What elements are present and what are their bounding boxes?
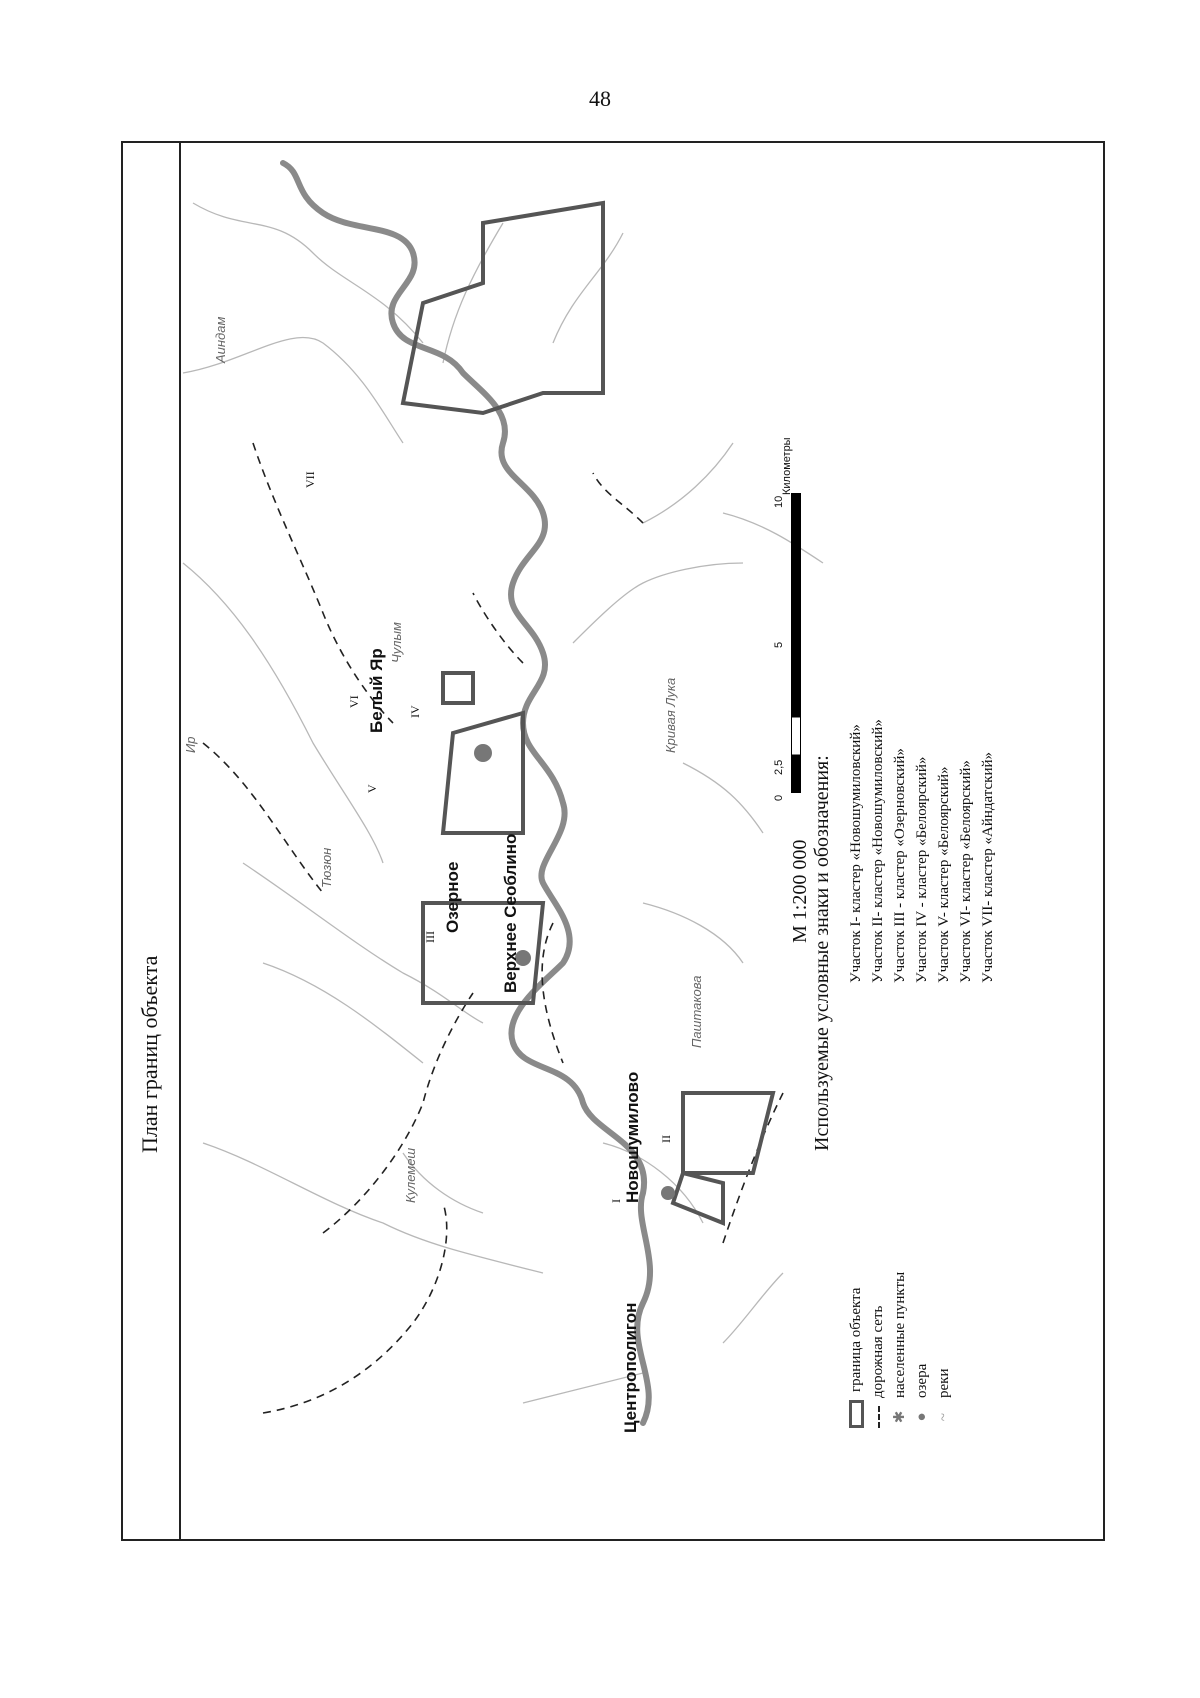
scale-unit: Километры <box>781 437 793 495</box>
boundary-icon <box>849 1400 864 1428</box>
cluster-item: Участок V- кластер «Белоярский» <box>936 766 952 983</box>
legend-heading: Используемые условные знаки и обозначения: <box>811 755 833 1151</box>
river-label-pashtakova: Паштакова <box>689 975 704 1048</box>
plot-i-boundary <box>673 1173 723 1223</box>
cluster-item: Участок VI- кластер «Белоярский» <box>958 760 974 983</box>
settlement-label-centropoligon: Центрополигон <box>621 1302 640 1433</box>
cluster-item: Участок IV - кластер «Белоярский» <box>914 756 930 983</box>
lake-icon: ● <box>914 1412 930 1422</box>
plot-label-iv: IV <box>408 705 422 718</box>
settlement-icon: ✱ <box>892 1410 908 1424</box>
plot-label-v: V <box>365 784 379 793</box>
legend-item-boundary: граница объекта <box>845 1272 867 1428</box>
river-icon: ~ <box>936 1412 952 1422</box>
roads <box>203 443 783 1413</box>
plot-ii-boundary <box>683 1093 773 1173</box>
legend-item-road: дорожная сеть <box>867 1272 889 1428</box>
settlement-label-belyi-yar: Белый Яр <box>367 648 386 733</box>
plot-label-i: I <box>609 1199 623 1203</box>
plot-boundaries <box>403 203 773 1223</box>
plot-label-vi: VI <box>347 695 361 708</box>
plot-label-vii: VII <box>303 471 317 488</box>
river-label-krivaya-luka: Кривая Лука <box>663 677 678 753</box>
river-label-chulym: Чулым <box>389 622 404 663</box>
main-river <box>283 163 650 1423</box>
cluster-item: Участок VII- кластер «Айндатский» <box>980 751 996 983</box>
scale-text: М 1:200 000 <box>789 839 811 943</box>
road-icon <box>878 1406 880 1428</box>
settlement-label-verkhnee-seoblino: Верхнее Сеоблино <box>501 833 520 993</box>
scale-bar <box>791 493 801 793</box>
plot-vii-boundary <box>403 203 603 413</box>
legend-item-river: ~реки <box>933 1272 955 1428</box>
cluster-item: Участок I- кластер «Новошумиловский» <box>848 724 864 983</box>
cluster-item: Участок II- кластер «Новошумиловский» <box>870 719 886 983</box>
settlement-label-ozernoe: Озерное <box>443 861 462 933</box>
legend-clusters <box>845 719 999 983</box>
scale-tick-5: 5 <box>773 641 785 648</box>
river-label-kulemesh: Кулемеш <box>403 1147 418 1203</box>
settlement-label-novoshumilovo: Новошумилово <box>623 1071 642 1203</box>
plot-label-iii: III <box>423 931 437 943</box>
plot-label-ii: II <box>659 1135 673 1143</box>
page-number: 48 <box>589 86 611 111</box>
river-label-aindam: Аиндам <box>213 316 228 363</box>
river-label-tyuzyun: Тюзюн <box>319 847 334 888</box>
scale-tick-10: 10 <box>773 495 785 508</box>
plot-vi-boundary <box>443 673 473 703</box>
legend-item-settlement: ✱населенные пункты <box>889 1272 911 1428</box>
legend-item-lake: ●озера <box>911 1272 933 1428</box>
river-label-ir: Ир <box>183 736 198 753</box>
map-frame <box>121 141 1105 1541</box>
map-title: План границ объекта <box>137 955 162 1153</box>
cluster-item: Участок III - кластер «Озерновский» <box>892 748 908 983</box>
scale-tick-0: 0 <box>773 794 785 801</box>
tributaries <box>183 203 823 1403</box>
plot-v-boundary <box>443 713 523 833</box>
scale-tick-2-5: 2,5 <box>773 759 785 775</box>
legend-symbols <box>845 1272 955 1428</box>
